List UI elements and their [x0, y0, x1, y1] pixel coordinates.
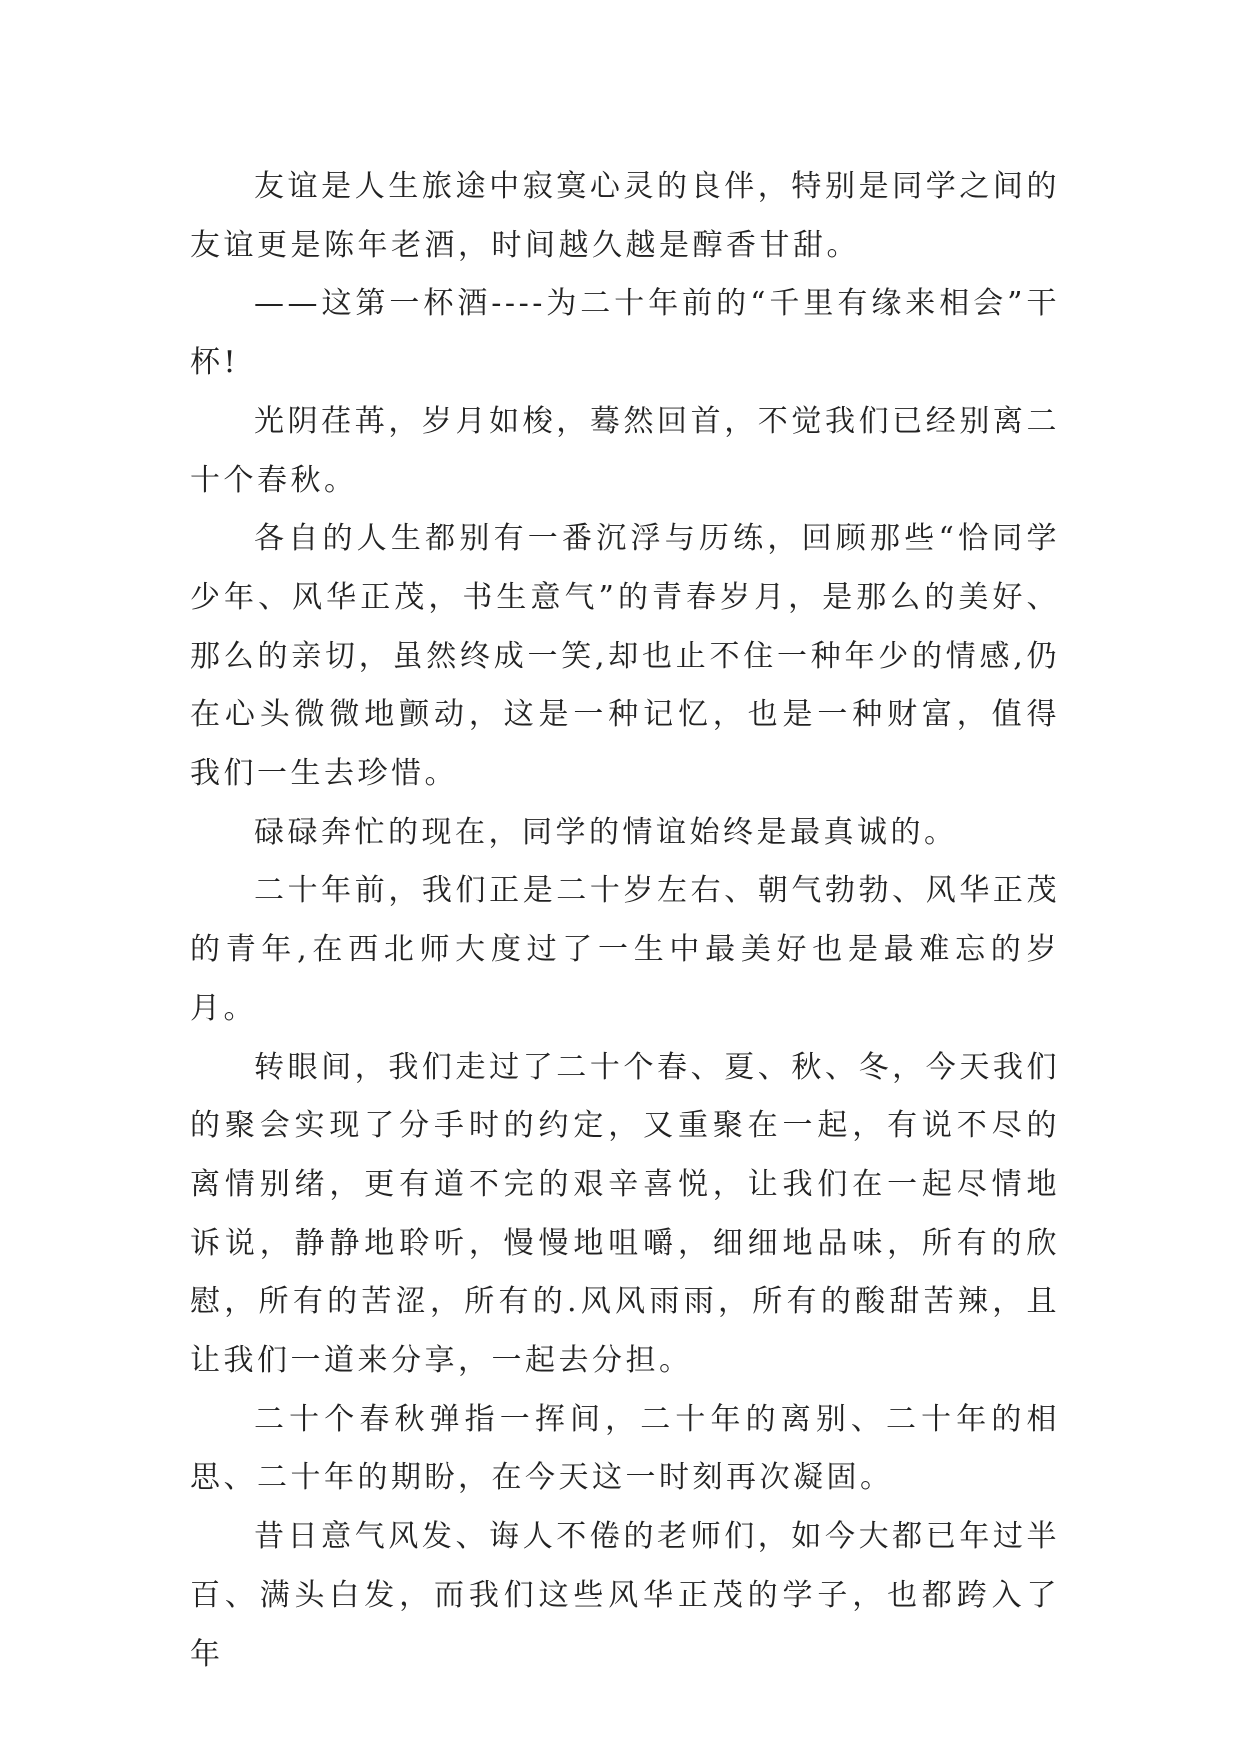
document-body [190, 158, 1060, 1684]
paragraph-4: 各自的人生都别有一番沉浮与历练，回顾那些“恰同学少年、风华正茂，书生意气”的青春岁月，是那么的美好、那么的亲切，虽然终成一笑,却也止不住一种年少的情感,仍在心头微微地颤动，这是一种记忆，也是一种财富，值得我们一生去珍惜。 [190, 521, 1060, 792]
paragraph-2: ——这第一杯酒----为二十年前的“千里有缘来相会”干杯! [190, 286, 1060, 381]
paragraph-8: 二十个春秋弹指一挥间，二十年的离别、二十年的相思、二十年的期盼，在今天这一时刻再次凝固。 [190, 1401, 1060, 1496]
paragraph-7: 转眼间，我们走过了二十个春、夏、秋、冬，今天我们的聚会实现了分手时的约定，又重聚在一起，有说不尽的离情别绪，更有道不完的艰辛喜悦，让我们在一起尽情地诉说，静静地聆听，慢慢地咀嚼，细细地品味，所有的欣慰，所有的苦涩，所有的.风风雨雨，所有的酸甜苦辣，且让我们一道来分享，一起去分担。 [190, 1049, 1060, 1379]
paragraph-1: 友谊是人生旅途中寂寞心灵的良伴，特别是同学之间的友谊更是陈年老酒，时间越久越是醇香甘甜。 [190, 169, 1060, 263]
paragraph-3: 光阴荏苒，岁月如梭，蓦然回首，不觉我们已经别离二十个春秋。 [190, 403, 1060, 498]
paragraph-5: 碌碌奔忙的现在，同学的情谊始终是最真诚的。 [254, 814, 958, 850]
paragraph-6: 二十年前，我们正是二十岁左右、朝气勃勃、风华正茂的青年,在西北师大度过了一生中最美好也是最难忘的岁月。 [190, 873, 1060, 1026]
paragraph-9: 昔日意气风发、诲人不倦的老师们，如今大都已年过半百、满头白发，而我们这些风华正茂的学子，也都跨入了年 [190, 1519, 1060, 1672]
